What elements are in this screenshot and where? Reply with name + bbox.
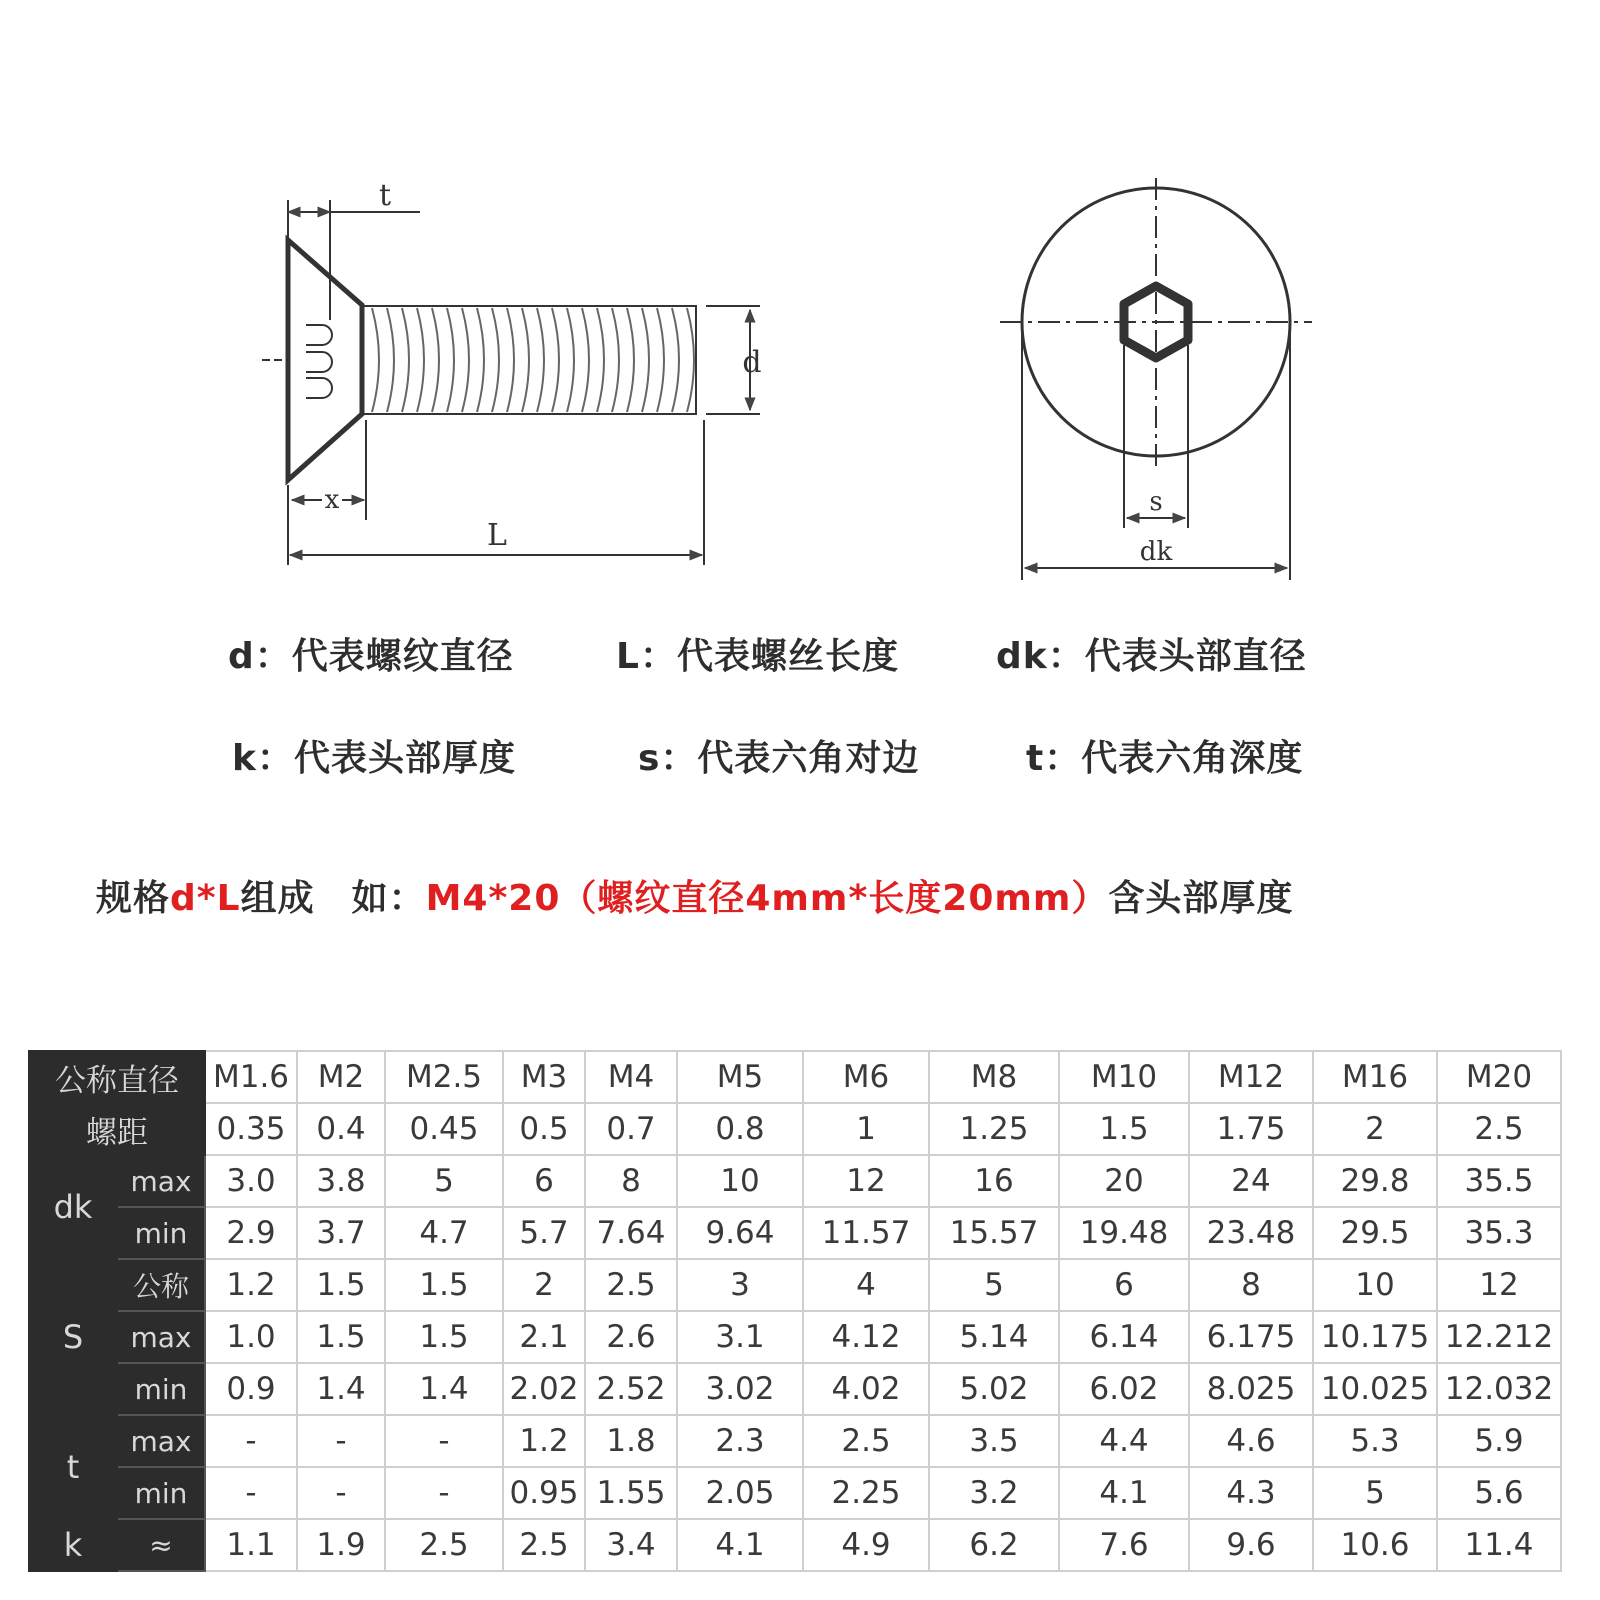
- table-cell: 6: [503, 1155, 585, 1207]
- size-header-cell: M20: [1437, 1051, 1561, 1103]
- table-cell: 1: [803, 1103, 929, 1155]
- group-label: dk: [29, 1155, 117, 1259]
- pitch-header: 螺距: [29, 1103, 205, 1155]
- thread-line: [657, 308, 664, 412]
- table-cell: 8: [585, 1155, 677, 1207]
- table-cell: 8: [1189, 1259, 1313, 1311]
- table-cell: 6.14: [1059, 1311, 1189, 1363]
- table-cell: 6.175: [1189, 1311, 1313, 1363]
- thread-line: [687, 308, 694, 412]
- size-header-cell: M10: [1059, 1051, 1189, 1103]
- table-cell: 11.4: [1437, 1519, 1561, 1571]
- sub-label: min: [117, 1467, 205, 1519]
- thread-line: [537, 308, 544, 412]
- table-cell: 4.1: [677, 1519, 803, 1571]
- thread-line: [432, 308, 439, 412]
- table-cell: 3.5: [929, 1415, 1059, 1467]
- table-cell: 2.3: [677, 1415, 803, 1467]
- table-row: [29, 1467, 1561, 1519]
- thread-line: [582, 308, 589, 412]
- thread-line: [507, 308, 514, 412]
- table-cell: 1.4: [297, 1363, 385, 1415]
- sub-label: max: [117, 1155, 205, 1207]
- table-cell: -: [385, 1415, 503, 1467]
- size-header-cell: M16: [1313, 1051, 1437, 1103]
- table-cell: 3.2: [929, 1467, 1059, 1519]
- table-cell: 1.55: [585, 1467, 677, 1519]
- table-cell: 2.1: [503, 1311, 585, 1363]
- table-cell: 12: [803, 1155, 929, 1207]
- sub-label: max: [117, 1311, 205, 1363]
- legend-row-1: [0, 628, 1600, 678]
- screw-top-view: [1000, 178, 1312, 580]
- table-cell: 20: [1059, 1155, 1189, 1207]
- table-cell: 6.02: [1059, 1363, 1189, 1415]
- label-L: L: [487, 518, 507, 553]
- table-cell: 10: [677, 1155, 803, 1207]
- thread-lines: [372, 308, 694, 412]
- table-cell: 3.02: [677, 1363, 803, 1415]
- table-cell: 1.8: [585, 1415, 677, 1467]
- spec-text-dL: d*L: [170, 878, 241, 919]
- table-cell: 1.2: [205, 1259, 297, 1311]
- table-cell: 2.5: [803, 1415, 929, 1467]
- table-cell: 5: [1313, 1467, 1437, 1519]
- table-cell: 24: [1189, 1155, 1313, 1207]
- size-header-cell: M1.6: [205, 1051, 297, 1103]
- table-cell: 0.7: [585, 1103, 677, 1155]
- table-row: [29, 1259, 1561, 1311]
- legend-row-2: [0, 730, 1600, 780]
- table-cell: 9.6: [1189, 1519, 1313, 1571]
- thread-line: [552, 308, 559, 412]
- table-row: [29, 1311, 1561, 1363]
- spec-text-2: 组成 如：: [240, 878, 426, 919]
- legend-dk: dk：代表头部直径: [996, 636, 1307, 677]
- table-cell: 2.25: [803, 1467, 929, 1519]
- table-cell: -: [297, 1415, 385, 1467]
- table-cell: 2.52: [585, 1363, 677, 1415]
- table-row: [29, 1155, 1561, 1207]
- table-cell: 3.1: [677, 1311, 803, 1363]
- nominal-diameter-header: 公称直径: [29, 1051, 205, 1103]
- table-cell: 12.032: [1437, 1363, 1561, 1415]
- legend-k: k：代表头部厚度: [232, 738, 516, 779]
- table-cell: 16: [929, 1155, 1059, 1207]
- label-x: x: [324, 485, 340, 515]
- size-header-cell: M6: [803, 1051, 929, 1103]
- thread-line: [612, 308, 619, 412]
- table-cell: 35.5: [1437, 1155, 1561, 1207]
- table-cell: 0.45: [385, 1103, 503, 1155]
- table-cell: 2.6: [585, 1311, 677, 1363]
- table-cell: -: [205, 1415, 297, 1467]
- legend-L: L：代表螺丝长度: [616, 636, 899, 677]
- group-label: S: [29, 1259, 117, 1415]
- table-cell: 23.48: [1189, 1207, 1313, 1259]
- table-cell: 7.64: [585, 1207, 677, 1259]
- size-header-cell: M2: [297, 1051, 385, 1103]
- spec-example: M4*20（螺纹直径4mm*长度20mm）: [425, 878, 1109, 919]
- spec-composition-line: [96, 870, 1293, 921]
- table-cell: 10.175: [1313, 1311, 1437, 1363]
- table-cell: 5.02: [929, 1363, 1059, 1415]
- spec-text-3: 含头部厚度: [1108, 878, 1294, 919]
- table-cell: 35.3: [1437, 1207, 1561, 1259]
- group-label: t: [29, 1415, 117, 1519]
- size-header-cell: M4: [585, 1051, 677, 1103]
- table-cell: 3.4: [585, 1519, 677, 1571]
- table-cell: 1.2: [503, 1415, 585, 1467]
- table-cell: 12: [1437, 1259, 1561, 1311]
- table-cell: 2.9: [205, 1207, 297, 1259]
- table-cell: 29.5: [1313, 1207, 1437, 1259]
- table-cell: 0.95: [503, 1467, 585, 1519]
- group-label: k: [29, 1519, 117, 1571]
- label-t: t: [378, 178, 392, 213]
- table-row: [29, 1207, 1561, 1259]
- table-cell: 1.5: [385, 1259, 503, 1311]
- table-cell: 1.25: [929, 1103, 1059, 1155]
- table-cell: 1.1: [205, 1519, 297, 1571]
- table-cell: 2.5: [585, 1259, 677, 1311]
- table-cell: 4.6: [1189, 1415, 1313, 1467]
- table-cell: 6.2: [929, 1519, 1059, 1571]
- table-cell: 4.9: [803, 1519, 929, 1571]
- thread-line: [567, 308, 574, 412]
- table-cell: 1.4: [385, 1363, 503, 1415]
- thread-line: [372, 308, 379, 412]
- table-cell: 3.7: [297, 1207, 385, 1259]
- thread-line: [672, 308, 679, 412]
- table-cell: 10.025: [1313, 1363, 1437, 1415]
- table-cell: 10.6: [1313, 1519, 1437, 1571]
- legend-t: t：代表六角深度: [1026, 738, 1304, 779]
- thread-line: [387, 308, 394, 412]
- screw-technical-drawing: [0, 0, 1600, 600]
- size-header-cell: M8: [929, 1051, 1059, 1103]
- table-cell: 4.4: [1059, 1415, 1189, 1467]
- sub-label: ≈: [117, 1519, 205, 1571]
- table-cell: 5: [385, 1155, 503, 1207]
- table-cell: -: [205, 1467, 297, 1519]
- table-cell: 5.9: [1437, 1415, 1561, 1467]
- thread-line: [402, 308, 409, 412]
- table-cell: 15.57: [929, 1207, 1059, 1259]
- table-cell: 4.7: [385, 1207, 503, 1259]
- thread-line: [492, 308, 499, 412]
- spec-text-1: 规格: [96, 878, 171, 919]
- label-s: s: [1149, 487, 1163, 517]
- table-cell: 3.8: [297, 1155, 385, 1207]
- table-cell: 5.6: [1437, 1467, 1561, 1519]
- table-cell: 4.12: [803, 1311, 929, 1363]
- thread-line: [462, 308, 469, 412]
- table-cell: 6: [1059, 1259, 1189, 1311]
- table-header-row: [29, 1051, 1561, 1103]
- table-cell: 3.0: [205, 1155, 297, 1207]
- table-cell: 4.1: [1059, 1467, 1189, 1519]
- table-cell: 8.025: [1189, 1363, 1313, 1415]
- table-cell: 9.64: [677, 1207, 803, 1259]
- sub-label: max: [117, 1415, 205, 1467]
- size-header-cell: M12: [1189, 1051, 1313, 1103]
- thread-line: [522, 308, 529, 412]
- table-cell: 0.4: [297, 1103, 385, 1155]
- table-cell: 11.57: [803, 1207, 929, 1259]
- label-d: d: [742, 345, 762, 380]
- table-cell: 2.5: [385, 1519, 503, 1571]
- table-cell: 2: [503, 1259, 585, 1311]
- table-cell: 0.5: [503, 1103, 585, 1155]
- countersunk-head: [288, 240, 362, 480]
- table-cell: 1.5: [297, 1259, 385, 1311]
- table-cell: 7.6: [1059, 1519, 1189, 1571]
- table-cell: 5: [929, 1259, 1059, 1311]
- sub-label: min: [117, 1207, 205, 1259]
- table-cell: 5.14: [929, 1311, 1059, 1363]
- table-cell: 0.8: [677, 1103, 803, 1155]
- thread-line: [417, 308, 424, 412]
- table-row: [29, 1519, 1561, 1571]
- table-cell: 0.9: [205, 1363, 297, 1415]
- table-cell: 10: [1313, 1259, 1437, 1311]
- table-cell: -: [385, 1467, 503, 1519]
- table-row: [29, 1103, 1561, 1155]
- label-dk: dk: [1139, 537, 1173, 567]
- table-cell: 29.8: [1313, 1155, 1437, 1207]
- size-header-cell: M2.5: [385, 1051, 503, 1103]
- thread-line: [597, 308, 604, 412]
- table-cell: -: [297, 1467, 385, 1519]
- table-row: [29, 1415, 1561, 1467]
- sub-label: min: [117, 1363, 205, 1415]
- table-cell: 1.75: [1189, 1103, 1313, 1155]
- thread-line: [477, 308, 484, 412]
- table-cell: 3: [677, 1259, 803, 1311]
- table-cell: 1.5: [385, 1311, 503, 1363]
- thread-line: [627, 308, 634, 412]
- table-cell: 4: [803, 1259, 929, 1311]
- legend-d: d：代表螺纹直径: [228, 636, 514, 677]
- sub-label: 公称: [117, 1259, 205, 1311]
- table-cell: 2.05: [677, 1467, 803, 1519]
- table-cell: 2.5: [1437, 1103, 1561, 1155]
- table-cell: 2.5: [503, 1519, 585, 1571]
- table-cell: 4.02: [803, 1363, 929, 1415]
- screw-spec-table: [28, 1050, 1562, 1572]
- thread-line: [642, 308, 649, 412]
- table-cell: 2.02: [503, 1363, 585, 1415]
- table-cell: 4.3: [1189, 1467, 1313, 1519]
- legend-s: s：代表六角对边: [638, 738, 920, 779]
- table-cell: 2: [1313, 1103, 1437, 1155]
- table-cell: 1.9: [297, 1519, 385, 1571]
- table-cell: 5.3: [1313, 1415, 1437, 1467]
- size-header-cell: M5: [677, 1051, 803, 1103]
- table-cell: 12.212: [1437, 1311, 1561, 1363]
- table-cell: 1.5: [1059, 1103, 1189, 1155]
- table-cell: 19.48: [1059, 1207, 1189, 1259]
- table-cell: 1.0: [205, 1311, 297, 1363]
- table-cell: 0.35: [205, 1103, 297, 1155]
- thread-line: [447, 308, 454, 412]
- table-cell: 1.5: [297, 1311, 385, 1363]
- table-cell: 5.7: [503, 1207, 585, 1259]
- size-header-cell: M3: [503, 1051, 585, 1103]
- table-row: [29, 1363, 1561, 1415]
